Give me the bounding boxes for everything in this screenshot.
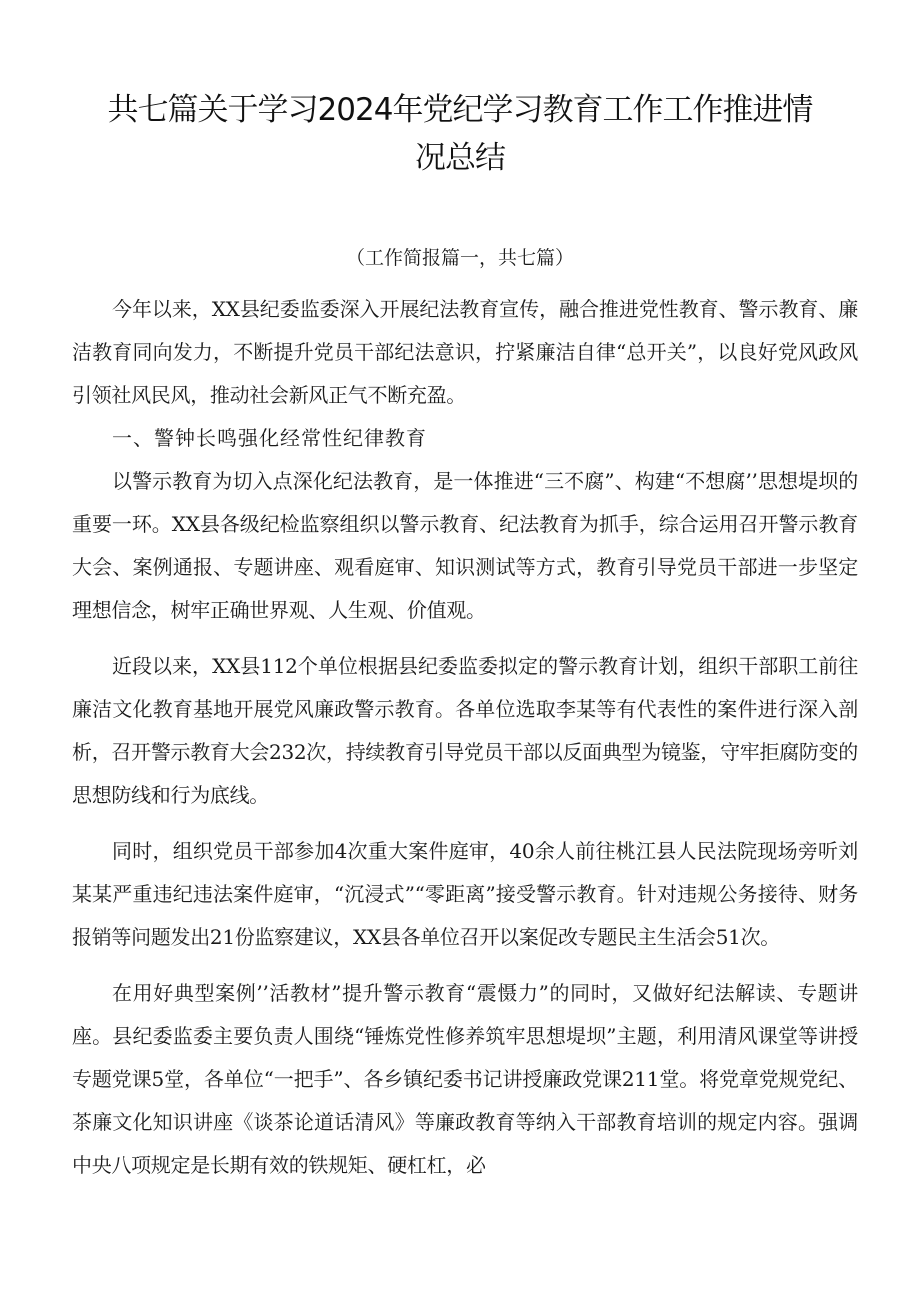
title-line-1: 共七篇关于学习2024年党纪学习教育工作工作推进情 [107,92,813,128]
document-body [72,288,858,1187]
paragraph-court-hearings: 同时，组织党员干部参加4次重大案件庭审，40余人前往桃江县人民法院现场旁听刘某某严重违纪违法案件庭审，“沉浸式”“零距离”接受警示教育。针对违规公务接待、财务报销等问题发出21份监察建议，XX县各单位召开以案促改专题民主生活会51次。 [72,839,858,949]
section-heading-1: 一、警钟长鸣强化经常性纪律教育 [112,426,427,450]
document-title [90,86,830,182]
document-subtitle: （工作简报篇一，共七篇） [345,247,574,269]
title-line-2: 况总结 [415,140,505,176]
paragraph-warning-education: 以警示教育为切入点深化纪法教育，是一体推进“三不腐”、构建“不想腐’’思想堤坝的重要一环。XX县各级纪检监察组织以警示教育、纪法教育为抓手，综合运用召开警示教育大会、案例通报、专题讲座、观看庭审、知识测试等方式，教育引导党员干部进一步坚定理想信念，树牢正确世界观、人生观、价值观。 [72,469,858,622]
paragraph-intro: 今年以来，XX县纪委监委深入开展纪法教育宣传，融合推进党性教育、警示教育、廉洁教育同向发力，不断提升党员干部纪法意识，拧紧廉洁自律“总开关”，以良好党风政风引领社风民风，推动社会新风正气不断充盈。 [72,297,858,407]
paragraph-recent-activities: 近段以来，XX县112个单位根据县纪委监委拟定的警示教育计划，组织干部职工前往廉洁文化教育基地开展党风廉政警示教育。各单位选取李某等有代表性的案件进行深入剖析，召开警示教育大会232次，持续教育引导党员干部以反面典型为镜鉴，守牢拒腐防变的思想防线和行为底线。 [72,654,858,807]
paragraph-lectures: 在用好典型案例’’活教材”提升警示教育“震慑力”的同时，又做好纪法解读、专题讲座。县纪委监委主要负责人围绕“锤炼党性修养筑牢思想堤坝”主题，利用清风课堂等讲授专题党课5堂，各单位“一把手”、各乡镇纪委书记讲授廉政党课211堂。将党章党规党纪、茶廉文化知识讲座《谈茶论道话清风》等廉政教育等纳入干部教育培训的规定内容。强调中央八项规定是长期有效的铁规矩、硬杠杠，必 [72,981,858,1177]
